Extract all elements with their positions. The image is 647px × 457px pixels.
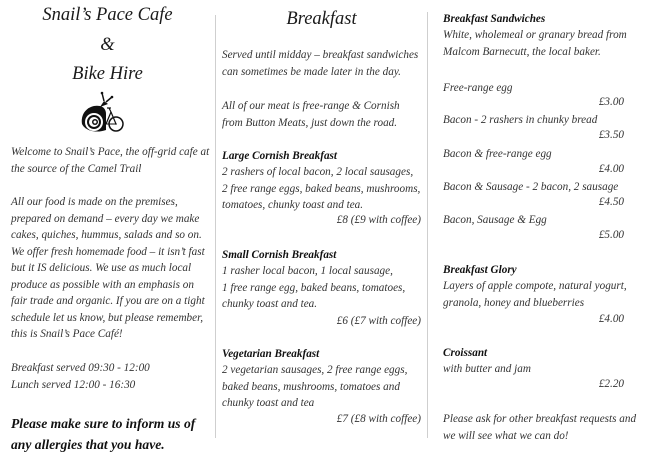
menu-item-name: Small Cornish Breakfast [222,249,337,261]
glory-price: £4.00 [598,313,624,325]
description-line: 2 vegetarian sausages, 2 free range eggs, [222,364,408,376]
description-line: chunky toast and tea. [222,298,318,310]
meat-line: from Button Meats, just down the road. [222,116,398,129]
about-line: produce as possible with an emphasis on [11,278,194,291]
about-line: schedule let us know, but please remember, [11,311,204,324]
description-line: 1 free range egg, baked beans, tomatoes, [222,281,406,294]
sandwiches-description [443,27,627,60]
menu-item-description [222,362,407,412]
lunch-hours: Lunch served 12:00 - 16:30 [11,378,136,391]
cafe-name: Snail’s Pace Cafe [42,5,173,25]
allergy-notice [11,413,195,455]
menu-item-name: Vegetarian Breakfast [222,348,320,360]
menu-item-price: £8 (£9 with coffee) [336,214,421,226]
breakfast-intro [222,47,418,80]
footer-line: we will see what we can do! [443,429,569,442]
about-line: We offer fresh homemade food – it isn’t fast [11,245,205,258]
menu-item-name: Large Cornish Breakfast [222,150,337,162]
sandwich-item-name: Bacon & Sausage - 2 bacon, 2 sausage [443,181,619,193]
footer-line: Please ask for other breakfast requests and [443,413,637,425]
welcome-text [11,144,209,177]
croissant-price: £2.20 [598,378,624,390]
breakfast-title: Breakfast [286,9,357,29]
allergy-line: Please make sure to inform us of [11,416,196,431]
sandwich-item-price: £4.50 [598,196,624,208]
description-line: 1 rasher local bacon, 1 local sausage, [222,265,393,277]
sandwich-item-name: Bacon, Sausage & Egg [443,214,547,226]
description-line: 2 rashers of local bacon, 2 local sausages, [222,166,414,178]
about-line: this is Snail’s Pace Café! [11,328,123,340]
about-line: prepared on demand – every day we make [11,212,200,225]
opening-hours [11,360,150,393]
description-line: tomatoes, chunky toast and tea. [222,199,364,211]
sandwich-item-price: £5.00 [598,229,624,241]
snail-bicycle-logo-icon [78,90,126,135]
other-requests-note [443,411,636,444]
meat-line: All of our meat is free-range & Cornish [222,100,400,112]
description-line: Malcom Barnecutt, the local baker. [443,45,601,58]
description-line: chunky toast and tea [222,397,315,409]
ampersand: & [100,35,115,55]
welcome-line: the source of the Camel Trail [11,162,142,175]
bike-hire-title: Bike Hire [72,64,143,84]
sandwich-item-price: £3.50 [598,129,624,141]
intro-line: Served until midday – breakfast sandwiches [222,49,419,61]
about-line: but it IS delicious. We use as much local [11,262,192,274]
menu-item-price: £6 (£7 with coffee) [336,315,421,327]
allergy-line: any allergies that you have. [11,437,165,452]
croissant-heading: Croissant [443,347,488,359]
about-line: All our food is made on the premises, [11,196,178,208]
welcome-line: Welcome to Snail’s Pace, the off-grid cafe at [11,146,210,158]
menu-item-price: £7 (£8 with coffee) [336,413,421,425]
glory-heading: Breakfast Glory [443,264,517,276]
menu-item-description [222,164,420,214]
description-line: White, wholemeal or granary bread from [443,29,627,41]
sandwich-item-name: Free-range egg [443,82,513,94]
description-line: Layers of apple compote, natural yogurt, [443,280,627,292]
sandwich-item-name: Bacon - 2 rashers in chunky bread [443,114,598,126]
about-line: fair trade and organic. If you are on a tight [11,295,205,307]
sandwich-item-price: £3.00 [598,96,624,108]
menu-item-description [222,263,405,313]
glory-description [443,278,627,311]
about-line: cakes, quiches, hummus, salads and so on. [11,229,202,241]
intro-line: can sometimes be made later in the day. [222,65,401,78]
description-line: baked beans, mushrooms, tomatoes and [222,380,400,393]
column-divider-left [215,15,216,438]
sandwich-item-price: £4.00 [598,163,624,175]
sandwich-item-name: Bacon & free-range egg [443,148,552,160]
croissant-description: with butter and jam [443,363,531,375]
sandwiches-heading: Breakfast Sandwiches [443,13,546,25]
about-text [11,194,205,343]
meat-source-note [222,98,400,131]
breakfast-hours: Breakfast served 09:30 - 12:00 [11,362,150,374]
column-divider-right [427,12,428,438]
description-line: granola, honey and blueberries [443,296,585,309]
description-line: 2 free range eggs, baked beans, mushrooms, [222,182,421,195]
